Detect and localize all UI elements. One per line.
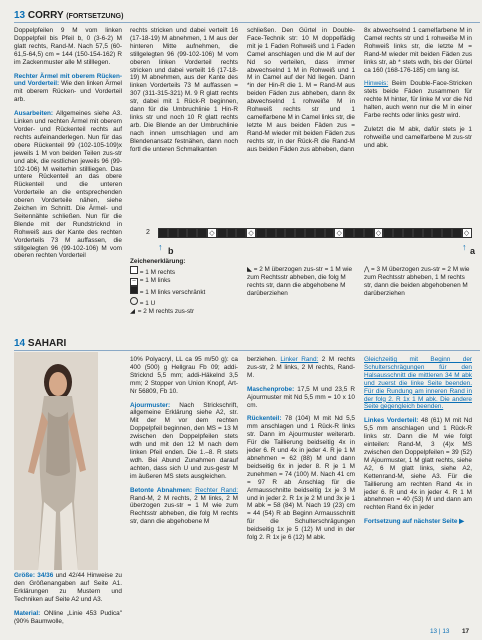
symbol-purl-twisted-icon <box>130 286 138 294</box>
chart-cell <box>158 228 168 238</box>
chart-cell <box>403 228 413 238</box>
arrow-a-label: a <box>470 246 476 256</box>
chart-cell: ◇ <box>246 228 256 238</box>
paragraph: 48 (61) M mit Nd 5,5 mm anschlagen und 1 Rück-R links str. Dann die M wie folgt einteilen: Rand-M, 3 (4)x MS zwischen den Doppelpfeilen = 39 (52) M Ajourmuster, 1 M glatt rechts, siehe A2, 6 M glatt links, siehe A2, Kettenrand-M, siehe A3. Für die Taillierung am rechten Rand 4x in jeder 6. R und 4x in jeder 4. R 1 M abnehmen = 40 (53) M und dann am rechten Rand 6x in jeder <box>364 417 472 512</box>
chart-cell <box>178 228 188 238</box>
chart-cell <box>266 228 276 238</box>
legend-item: = 1 M links verschränkt <box>130 286 240 297</box>
legend-item: – = 1 M links <box>130 277 240 286</box>
heading: Linkes Vorderteil: <box>364 417 419 425</box>
chart-cell <box>413 228 423 238</box>
symbol-yarn-over-icon <box>130 297 138 305</box>
chart-cell <box>432 228 442 238</box>
s2-column-2 <box>130 356 238 532</box>
chart-cell <box>452 228 462 238</box>
legend-item: ◢ = 2 M rechts zus-str <box>130 308 195 315</box>
chart-cell <box>285 228 295 238</box>
chart-cell <box>236 228 246 238</box>
chart-cell <box>187 228 197 238</box>
continue-note: Fortsetzung auf nächster Seite ▶ <box>364 518 465 526</box>
header-rule <box>14 350 480 351</box>
heading: Ajourmuster: <box>130 401 171 409</box>
section-title: CORRY <box>27 10 64 21</box>
chart-cell <box>276 228 286 238</box>
chart-cell <box>315 228 325 238</box>
section-title: SAHARI <box>27 338 67 349</box>
paragraph: rechts stricken und dabei verteilt 16 (17-18-19) M abnehmen, 1 M aus der hinteren Mitte aufnehmen, die stillgelegten 96 (99-102-106) M vom oberen linken Vorderteil rechts stricken und dabei verteilt 16 (17-18-19) M abnehmen, aus der Kante des linken Vorderteils 73 M auffassen = 307 (311-315-321) M. 9 R glatt rechts str, dabei mit 1 Rück-R beginnen, dann für die Umbruchlinie 1 Hin-R links str und noch 10 R glatt rechts arb. Die Blende an der Umbruchlinie nach innen umschlagen und am Blendenansatz festnähen, dann noch fortl die unteren Schmalkanten <box>130 27 238 153</box>
chart-cell: ◇ <box>374 228 384 238</box>
chart-cell <box>344 228 354 238</box>
section-header-2 <box>14 338 66 349</box>
chart-cell <box>364 228 374 238</box>
chart-cell <box>354 228 364 238</box>
paragraph: Nach Strickschrift, allgemeine Erklärung siehe A2, str. Mit der M vor dem rechten Doppelpfeil beginnen, den MS = 13 M zwischen den Doppelpfeilen stets wdh und mit den 12 M nach dem linken Pfeil enden. Die 1.–8. R stets wdh. Bei Abund Zunahmen darauf achten, dass sich U und zus-gestr M im äußeren MS stets ausgleichen. <box>130 401 238 480</box>
chart-cell <box>305 228 315 238</box>
chart-cell <box>256 228 266 238</box>
section-number: 14 <box>14 338 26 349</box>
arrow-a-icon: ↑ <box>462 242 467 252</box>
s2-column-1: Größe: 34/36 und 42/44 Hinweise zu den Größenangaben auf Seite A1. Erklärungen zu Mustern und Techniken auf Seite A2 und A3. Material: ONline „Linie 453 Pudica" (90% Baumwolle, <box>14 572 123 625</box>
material-label: Material: <box>14 609 41 617</box>
symbol-sk2p-icon: ⋀ <box>364 266 370 273</box>
arrow-b-label: b <box>168 246 174 256</box>
paragraph: schließen. Den Gürtel in Double-Face-Technik str: 10 M doppelfädig mit je 1 Faden Rohweiß und 1 Faden Camel anschlagen und die M auf der Nd so verteilen, dass immer abwechselnd 1 M in Rohweiß und 1 M in Camel auf der Nd liegen. Dann *in der Hin-R die 1. M = Rand-M aus beiden Fäden zus abheben, dann 8x abwechselnd 1 rohweiße M in Rohweiß rechts str und 1 camelfarbene M in Camel links str, die letzte M aus beiden Fäden zus = Rand-M wieder mit beiden Fäden zus rechts str, in der Rück-R die Rand-M aus beiden Fäden zus abheben, dann <box>247 27 355 153</box>
heading: Ausarbeiten: <box>14 110 54 118</box>
paragraph: 8x abwechselnd 1 camelfarbene M in Camel rechts str und 1 rohweiße M in Rohweiß links str, die letzte M = Rand-M wieder mit beiden Fäden zus links str, ab * stets wdh, bis der Gürtel ca 160 (168-176-185) cm lang ist. <box>364 27 472 74</box>
hint-label: Hinweis: <box>364 80 389 88</box>
symbol-k2tog-icon: ◢ <box>130 308 135 315</box>
page-code: 13 | 13 <box>430 628 450 635</box>
chart-cell <box>393 228 403 238</box>
legend-item: = 1 M rechts <box>130 266 240 277</box>
arrow-b-icon: ↑ <box>158 242 163 252</box>
chart-cell <box>295 228 305 238</box>
legend-mid: ◣ = 2 M überzogen zus-str = 1 M wie zum Rechtsstr abheben, die folg M rechts str, dann die abgehobene M darüberziehen <box>247 266 353 297</box>
section-header <box>14 10 123 21</box>
chart-cell <box>383 228 393 238</box>
subheading: Rechter Rand: <box>195 486 238 494</box>
subheading: Linker Rand: <box>280 356 319 363</box>
paragraph: Rand-M, 2 M rechts, 2 M links, 2 M überzogen zus-str = 1 M wie zum Rechtsstr abheben, die folg M rechts str, dann die abgehobene M <box>130 494 238 526</box>
model-illustration <box>14 352 98 570</box>
chart-cell <box>325 228 335 238</box>
chart-row-label: 2 <box>146 229 150 236</box>
paragraph: 10% Polyacryl, LL ca 95 m/50 g): ca 400 (500) g Hellgrau Fb 09; addi-Stricknd 5,5 mm; addi-Häkelnd 3,5 mm; 2 Stopper von Union Knopf, Art-Nr 56809, Fb 10. <box>130 356 238 395</box>
knitting-chart <box>158 228 480 240</box>
legend <box>130 258 240 316</box>
legend-right: ⋀ = 3 M überzogen zus-str = 2 M wie zum Rechtsstr abheben, 1 M rechts str, dann die beiden abgehobenen M darüberziehen <box>364 266 470 297</box>
heading: Maschenprobe: <box>247 385 295 393</box>
model-photo <box>14 352 98 570</box>
symbol-knit-icon <box>130 266 138 274</box>
heading: Betonte Abnahmen: <box>130 486 192 494</box>
chart-cell <box>197 228 207 238</box>
chart-cell <box>217 228 227 238</box>
section-subtitle: (FORTSETZUNG) <box>66 13 124 20</box>
paragraph: 17,5 M und 23,5 R Ajourmuster mit Nd 5,5 mm = 10 x 10 cm. <box>247 385 355 409</box>
paragraph: Doppelpfeilen 9 M vom linken Doppelpfeil bis Pfeil b, 0 (3-6-2) M glatt rechts, Rand-M. Nach 57,5 (60-61,5-64,5) cm = 144 (150-154-162) R im Zackenmuster alle M stilllegen. <box>14 27 122 66</box>
paragraph: Hinweise zu den Größenangaben auf Seite A1. Erklärungen zu Mustern und Techniken auf Seite A2 und A3. <box>14 572 122 603</box>
paragraph: Zuletzt die M abk, dafür stets je 1 rohweiße und camelfarbene M zus-str und abk. <box>364 125 472 149</box>
s2-column-3: berziehen. Linker Rand: 2 M rechts zus-str, 2 M links, 2 M rechts, Rand-M. Maschenprobe: 17,5 M und 23,5 R Ajourmuster mit Nd 5,5 mm = 10 x 10 cm. Rückenteil: 78 (104) M mit Nd 5,5 mm anschlagen und 1 Rück-R links str. Dann im Ajourmuster weiterarb. Für die Taillierung beidseitig 4x in jeder 6. R und 4x in jeder 4. R je 1 M abnehmen = 62 (88) M und dann beidseitig 6x in jeder 8. R je 1 M zunehmen = 74 (100) M. Nach 41 cm = 97 R ab Anschlag für die Armausschnitte beidseitig 1x je 3 M und in jeder 2. R 1x je 2 M und 3x je 1 M abk = 58 (84) M. Nach 19 (23) cm = 44 (54) R ab Beginn Armausschnitt für die Schulterschrägungen beidseitig 1x je 5 (12) M und in der folg 2. R 1x je 6 (12) M abk. <box>247 356 355 542</box>
chart-cell: ◇ <box>462 228 472 238</box>
symbol-purl-icon: – <box>130 278 138 286</box>
chart-cell <box>423 228 433 238</box>
column-1 <box>14 27 122 266</box>
column-2 <box>130 27 238 160</box>
column-4 <box>364 27 472 156</box>
heading: Rückenteil: <box>247 415 282 423</box>
legend-item: = 1 U <box>130 297 240 308</box>
section-number: 13 <box>14 10 26 21</box>
chart-cell <box>168 228 178 238</box>
chart-cell <box>442 228 452 238</box>
column-3 <box>247 27 355 160</box>
legend-title: Zeichenerklärung: <box>130 258 186 265</box>
paragraph: Wie den linken Ärmel mit oberem Rücken- und Vorderteil arb. <box>14 80 122 104</box>
page-number: 17 <box>462 628 470 635</box>
subheading: Gleichzeitig mit Beginn der Schulterschrägungen für den Halsausschnitt die mittleren 34 M abk und zuerst die linke Seite beenden. Für die Rundung am inneren Rand in der folg 2. R 1x 1 M abk. Die andere Seite gegengleich beenden. <box>364 356 472 411</box>
paragraph: Beim Double-Face-Stricken stets beide Fäden zusammen für rechte M hinter, für linke M vor die Nd halten, auch wenn nur die M in einer Farbe rechts oder links gestr wird. <box>364 80 473 120</box>
paragraph: Allgemeines siehe A3. Linken und rechten Ärmel mit oberem Vorder- und Rückenteil rechts auf rechts aufeinanderlegen. Nun für das obere Rückenteil 99 (102-105-109)x jeweils 1 M von beiden Teilen zus-str und abk, die restlichen jeweils 96 (99-102-106) M weiterhin stillliegen. Das untere Rückenteil an das obere Rückenteil und die unteren Vorderteile an die entsprechenden oberen Vorderteile nähen, siehe Zeichen im Schnitt. Die Ärmel- und Seitennähte schließen. Nun für die Blende mit der Rundstricknd in Rohweiß aus der Kante des rechten Vorderteils 73 M auffassen, die stillgelegten 96 (99-102-106) M vom oberen rechten Vorderteil <box>14 110 122 260</box>
paragraph: 78 (104) M mit Nd 5,5 mm anschlagen und 1 Rück-R links str. Dann im Ajourmuster weiterarb. Für die Taillierung beidseitig 4x in jeder 6. R und 4x in jeder 4. R je 1 M abnehmen = 62 (88) M und dann beidseitig 6x in jeder 8. R je 1 M zunehmen = 74 (100) M. Nach 41 cm = 97 R ab Anschlag für die Armausschnitte beidseitig 1x je 3 M und in jeder 2. R 1x je 2 M und 3x je 1 M abk = 58 (84) M. Nach 19 (23) cm = 44 (54) R ab Beginn Armausschnitt für die Schulterschrägungen beidseitig 1x je 5 (12) M und in der folg 2. R 1x je 6 (12) M abk. <box>247 415 355 542</box>
s2-column-4 <box>364 356 472 532</box>
symbol-ssk-icon: ◣ <box>247 266 252 273</box>
heading: Rechter Ärmel mit oberem Rücken- und Vorderteil: <box>14 72 122 88</box>
chart-cell <box>227 228 237 238</box>
chart-cell: ◇ <box>207 228 217 238</box>
size-label: Größe: 34/36 <box>14 572 54 579</box>
header-rule <box>14 22 480 23</box>
chart-cell: ◇ <box>334 228 344 238</box>
